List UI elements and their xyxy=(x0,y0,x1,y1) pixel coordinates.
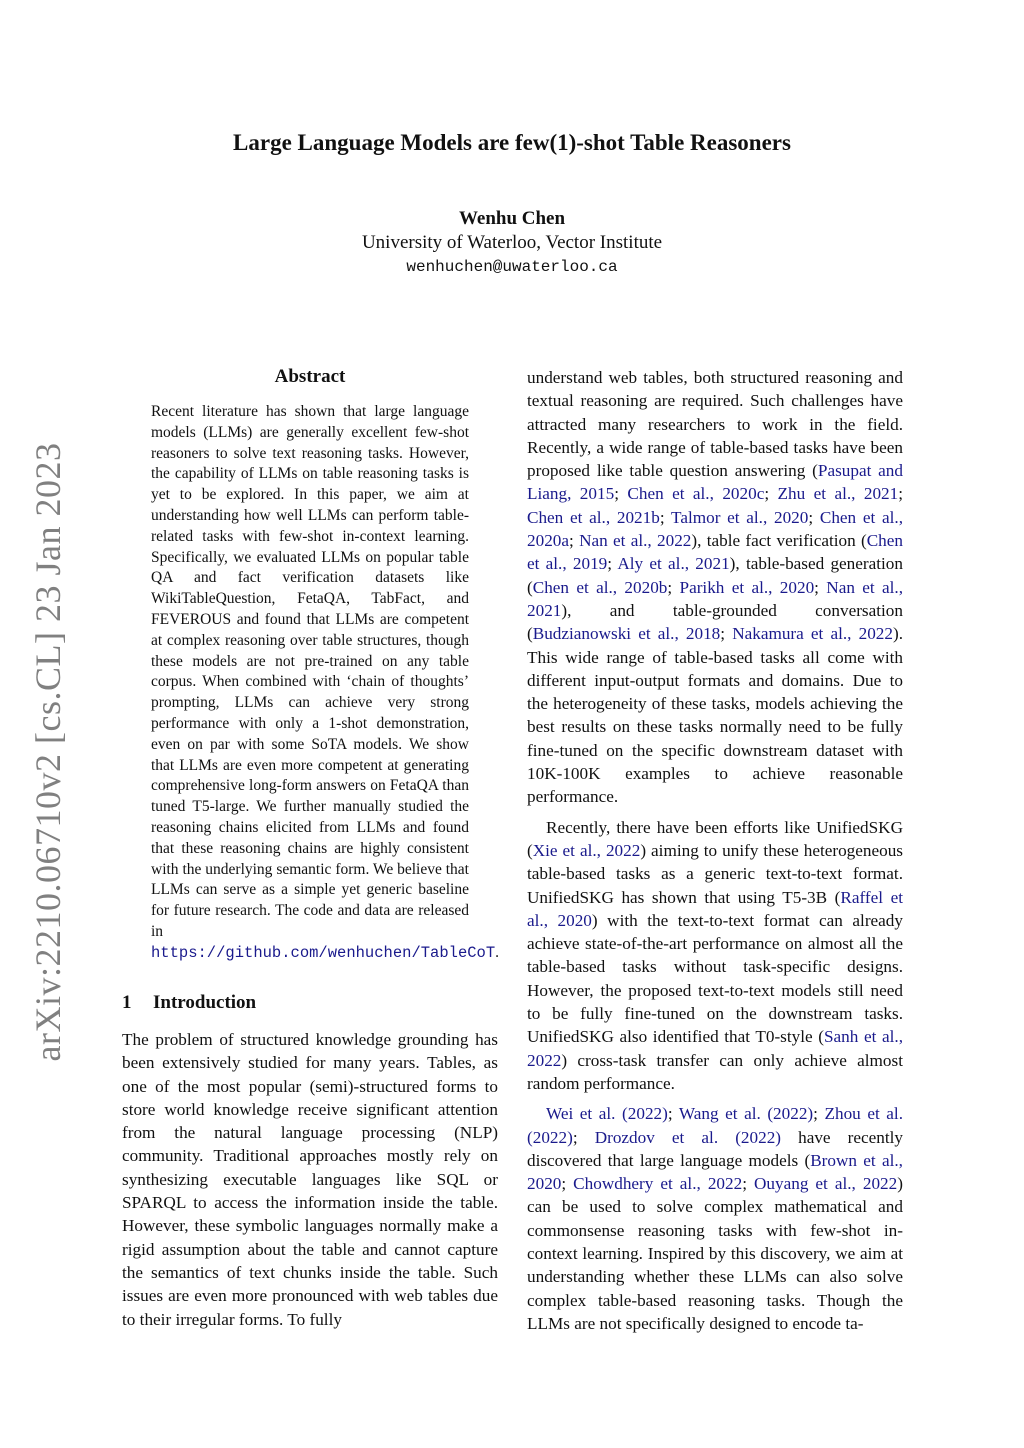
abstract-end: . xyxy=(495,943,500,961)
paragraph-text: ; xyxy=(607,554,618,574)
paragraph-text: ), table fact verification ( xyxy=(691,531,867,551)
citation-link[interactable]: Nan et al., 2021 xyxy=(527,577,904,620)
paragraph-text: ; xyxy=(561,1174,574,1194)
paragraph-text: ; xyxy=(720,624,733,644)
citation-link[interactable]: Brown et al., 2020 xyxy=(527,1150,903,1194)
code-url-link[interactable]: https://github.com/wenhuchen/TableCoT xyxy=(151,943,496,962)
paragraph-text: ), and table-grounded conversation ( xyxy=(527,600,903,644)
paper-title: Large Language Models are few(1)-shot Table Reasoners xyxy=(233,130,791,155)
citation-link[interactable]: Zhou et al. (2022) xyxy=(527,1104,904,1147)
section-title: Introduction xyxy=(153,992,257,1013)
intro-paragraph-1-continued xyxy=(527,366,903,809)
paragraph-text: ; xyxy=(614,484,628,504)
paragraph-text: ; xyxy=(667,1104,679,1124)
paragraph-text: ; xyxy=(569,531,580,551)
citation-link[interactable]: Raffel et al., 2020 xyxy=(527,887,903,930)
citation-link[interactable]: Ouyang et al., 2022 xyxy=(754,1174,898,1194)
paragraph-text: Recently, there have been efforts like UnifiedSKG ( xyxy=(527,817,903,860)
intro-paragraph-3 xyxy=(527,1102,903,1335)
paragraph-text: ) cross-task transfer can only achieve almost random performance. xyxy=(527,1050,903,1093)
citation-link[interactable]: Budzianowski et al., 2018 xyxy=(532,624,721,644)
paragraph-text: ; xyxy=(667,577,680,597)
author-affiliation: University of Waterloo, Vector Institute xyxy=(361,232,663,253)
citation-link[interactable]: Parikh et al., 2020 xyxy=(679,577,815,597)
intro-paragraph-2 xyxy=(527,816,903,1096)
citation-link[interactable]: Aly et al., 2021 xyxy=(617,554,730,574)
citation-link[interactable]: Zhu et al., 2021 xyxy=(777,484,899,504)
paragraph-text: have recently discovered that large language models ( xyxy=(527,1127,903,1170)
citation-link[interactable]: Wang et al. (2022) xyxy=(678,1104,814,1124)
author-email[interactable]: wenhuchen@uwaterloo.ca xyxy=(406,258,618,276)
paragraph-text: ; xyxy=(764,484,778,504)
paragraph-text: ) with the text-to-text format can already achieve state-of-the-art performance on almost all the table-based tasks without task-specific designs. However, the proposed text-to-text models still need to be fully fine-tuned on the downstream tasks. UnifiedSKG also identified that T0-style ( xyxy=(527,910,903,1047)
paragraph-text: ; xyxy=(572,1127,595,1147)
abstract-body xyxy=(151,402,500,964)
citation-link[interactable]: Nan et al., 2022 xyxy=(579,531,692,551)
author-name: Wenhu Chen xyxy=(458,208,566,229)
paragraph-text: ; xyxy=(742,1174,754,1194)
paragraph-text: ) aiming to unify these heterogeneous table-based tasks as a generic text-to-text format. UnifiedSKG has shown that using T5-3B ( xyxy=(527,840,903,907)
citation-link[interactable]: Xie et al., 2022 xyxy=(532,840,641,860)
citation-link[interactable]: Drozdov et al. (2022) xyxy=(594,1127,782,1147)
abstract-text: Recent literature has shown that large language models (LLMs) are generally excellent few-shot reasoners to solve text reasoning tasks. However, the capability of LLMs on table reasoning tasks is yet to be explored. In this paper, we aim at understanding how well LLMs can perform table-related tasks with few-shot in-context learning. Specifically, we evaluated LLMs on popular table QA and fact verification datasets like WikiTableQuestion, FetaQA, TabFact, and FEVEROUS and found that LLMs are competent at complex reasoning over table structures, though these models are not pre-trained on any table corpus. When combined with ‘chain of thoughts’ prompting, LLMs can achieve very strong performance with only a 1-shot demonstration, even on par with some SoTA models. We show that LLMs are even more competent at generating comprehensive long-form answers on FetaQA than tuned T5-large. We further manually studied the reasoning chains elicited from LLMs and found that these reasoning chains are highly consistent with the underlying semantic form. We believe that LLMs can serve as a simple yet generic baseline for future research. The code and data are released in xyxy=(151,403,469,940)
paragraph-text: ; xyxy=(813,1104,825,1124)
section-number: 1 xyxy=(122,992,132,1013)
citation-link[interactable]: Pasupat and Liang, 2015 xyxy=(527,461,903,504)
citation-link[interactable]: Chen et al., 2020b xyxy=(532,577,668,597)
arxiv-identifier-text: arXiv:2210.06710v2 [cs.CL] 23 Jan 2023 xyxy=(28,442,68,1062)
citation-link[interactable]: Sanh et al., 2022 xyxy=(527,1027,903,1070)
paragraph-text: ) can be used to solve complex mathematical and commonsense reasoning tasks with few-shot in-context learning. Inspired by this discovery, we aim at understanding whether these LLMs can also solve complex table-based reasoning tasks. Though the LLMs are not specifically designed to encode ta- xyxy=(527,1174,903,1333)
author-block xyxy=(0,207,1024,279)
citation-link[interactable]: Chen et al., 2020c xyxy=(627,484,765,504)
intro-paragraph-1: The problem of structured knowledge grounding has been extensively studied for many years. Tables, as one of the most popular (semi)-structured forms to store world knowledge receive significant attention from the natural language processing (NLP) community. Traditional approaches mostly rely on synthesizing executable languages like SQL or SPARQL to access the information inside the table. However, these symbolic languages normally make a rigid assumption about the table and cannot capture the semantics of text chunks inside the table. Such issues are even more pronounced with web tables due to their irregular forms. To fully xyxy=(122,1030,498,1329)
citation-link[interactable]: Wei et al. (2022) xyxy=(546,1104,668,1124)
section-heading-introduction xyxy=(122,992,256,1014)
paragraph-text: ; xyxy=(814,577,827,597)
citation-link[interactable]: Nakamura et al., 2022 xyxy=(732,624,893,644)
paragraph-text: ), table-based generation ( xyxy=(527,554,903,597)
right-column xyxy=(527,366,903,1335)
paragraph-text: understand web tables, both structured reasoning and textual reasoning are required. Such challenges have attracted many researchers to work in the field. Recently, a wide range of table-based tasks have been proposed like table question answering ( xyxy=(527,368,903,481)
abstract-heading: Abstract xyxy=(274,366,346,387)
citation-link[interactable]: Chowdhery et al., 2022 xyxy=(573,1174,743,1194)
paragraph-text: ; xyxy=(898,484,904,504)
citation-link[interactable]: Talmor et al., 2020 xyxy=(671,507,809,527)
paragraph-text: ; xyxy=(808,507,820,527)
citation-link[interactable]: Chen et al., 2021b xyxy=(527,507,660,527)
paragraph-text: ). This wide range of table-based tasks all come with different input-output formats and domains. Due to the heterogeneity of these tasks, models achieving the best results on these tasks normally need to be fully fine-tuned on the specific downstream dataset with 10K-100K examples to achieve reasonable performance. xyxy=(527,624,904,807)
paragraph-text: ; xyxy=(659,507,672,527)
citation-link[interactable]: Chen et al., 2020a xyxy=(527,507,904,551)
citation-link[interactable]: Chen et al., 2019 xyxy=(527,531,903,574)
